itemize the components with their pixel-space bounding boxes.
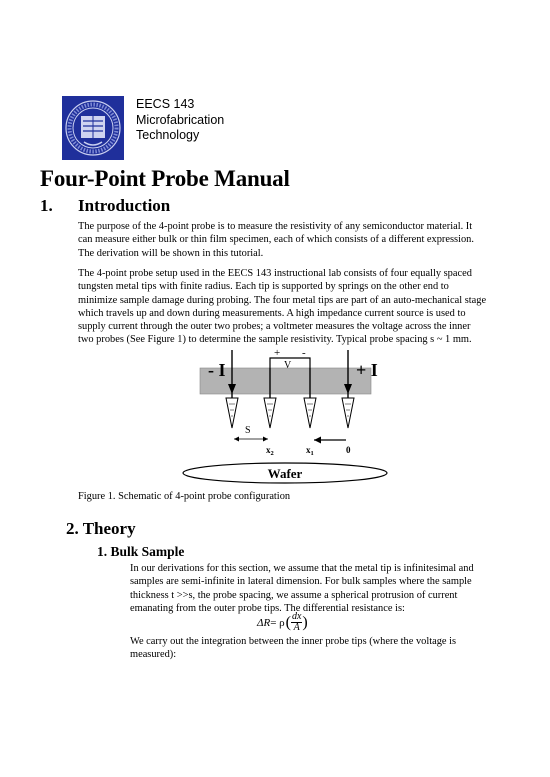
x2-label: $x_2$ bbox=[266, 445, 274, 457]
section-1-number: 1. bbox=[40, 196, 53, 215]
voltmeter-plus: + bbox=[274, 347, 281, 359]
intro-paragraph-2: The 4-point probe setup used in the EECS 143 instructional lab consists of four equally spaced tungsten metal tips with finite radius. Each tip is supported by springs on the other end to minimize sample damage during probing. The four metal tips are part of an auto-mechanical stage which travels up and down during measurements. A high impedance current source is used to supply current through the outer two probes; a voltmeter measures the voltage across the inner two probes (See Figure 1) to determine the sample resistivity. Typical probe spacing s ~ 1 mm. bbox=[78, 268, 487, 346]
eq-lhs: ΔR bbox=[257, 616, 271, 629]
voltmeter-minus: - bbox=[302, 347, 306, 359]
x1-label: $x_1$ bbox=[306, 445, 314, 457]
probe-tip-hatching bbox=[229, 404, 351, 416]
subsection-bulk-heading: 1. Bulk Sample bbox=[97, 544, 185, 559]
course-number: EECS 143 bbox=[136, 97, 195, 111]
university-seal-logo bbox=[62, 96, 124, 160]
bulk-paragraph-2: We carry out the integration between the inner probe tips (where the voltage is measured): bbox=[130, 636, 457, 661]
course-name-line2: Technology bbox=[136, 128, 200, 142]
origin-label: 0 bbox=[346, 445, 351, 455]
probe-tip-3 bbox=[304, 398, 316, 428]
section-1-heading bbox=[40, 196, 170, 216]
minus-i-label: - I bbox=[208, 360, 226, 380]
plus-i-label: + I bbox=[356, 360, 378, 380]
sample-slab bbox=[200, 368, 371, 394]
eq-numerator: dx bbox=[291, 611, 302, 622]
document-title: Four-Point Probe Manual bbox=[40, 166, 290, 191]
probe-tip-1 bbox=[226, 398, 238, 428]
spacing-label: S bbox=[245, 425, 251, 436]
course-info bbox=[136, 97, 224, 144]
eq-rho: = ρ bbox=[270, 616, 285, 629]
section-1-title: Introduction bbox=[78, 196, 171, 215]
intro-paragraph-1: The purpose of the 4-point probe is to measure the resistivity of any semiconductor material. It can measure either bulk or thin film specimen, each of which consists of a different expression. The derivation will be shown in this tutorial. bbox=[78, 221, 474, 259]
probe-tip-2 bbox=[264, 398, 276, 428]
wafer-label: Wafer bbox=[267, 466, 303, 481]
differential-resistance-equation: ΔR = ρ ( $\frac{dx}{A}$ ) bbox=[257, 611, 308, 633]
section-2-heading: 2. Theory bbox=[66, 519, 136, 538]
four-point-probe-figure bbox=[170, 344, 400, 490]
course-name-line1: Microfabrication bbox=[136, 112, 225, 127]
probe-tip-4 bbox=[342, 398, 354, 428]
voltmeter-v: V bbox=[284, 360, 292, 371]
bulk-paragraph-1: In our derivations for this section, we assume that the metal tip is infinitesimal and samples are semi-infinite in lateral dimension. For bulk samples where the sample thickness t >>s, the probe spacing, we assume a spherical protrusion of current emanating from the outer probe tips. The differential resistance is: bbox=[130, 563, 474, 614]
eq-denominator: A bbox=[293, 622, 300, 633]
figure-1-caption: Figure 1. Schematic of 4-point probe configuration bbox=[78, 491, 291, 502]
